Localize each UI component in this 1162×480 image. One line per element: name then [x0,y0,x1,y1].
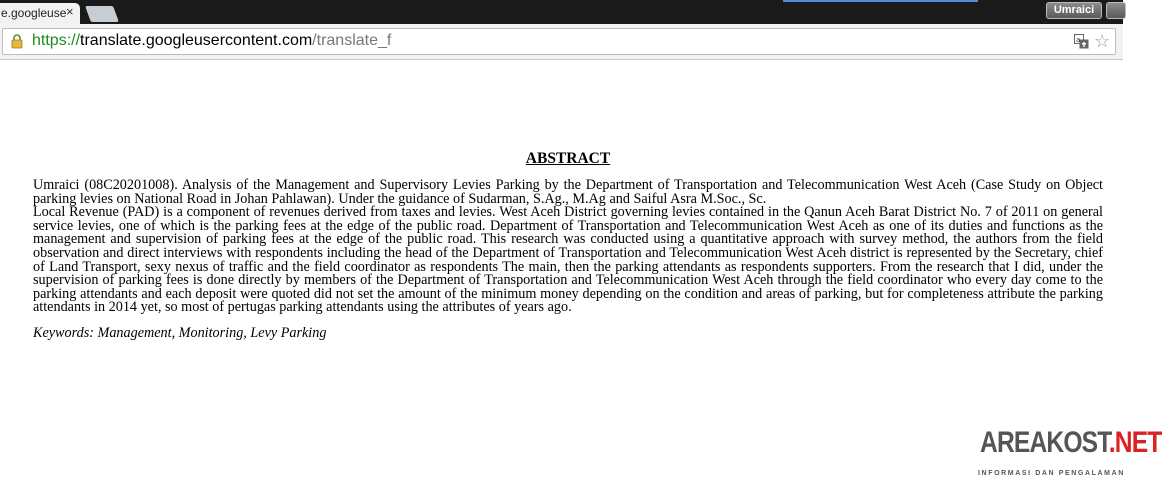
url-host: translate.googleusercontent.com [80,32,313,49]
abstract-heading: ABSTRACT [525,150,611,167]
abstract-citation: Umraici (08C20201008). Analysis of the Management and Supervisory Levies Parking by the Department of Transportation and Telecommunication West Aceh (Case Study on Object parking levies on National Road in Johan Pahlawan). Under the guidance of Sudarman, S.Ag., M.Ag and Saiful Asra M.Soc., Sc. [33,177,1103,207]
lock-icon[interactable] [11,34,23,48]
tab-title: e.googleuse [1,6,67,20]
browser-toolbar [0,24,1123,60]
address-bar[interactable] [2,28,1116,55]
watermark-brand-b: .NET [1108,426,1162,459]
document-content [33,150,1103,341]
url-path: /translate_f [312,32,392,49]
profile-button[interactable]: Umraici [1046,2,1102,19]
keywords-line: Keywords: Management, Monitoring, Levy Parking [33,324,327,341]
bookmark-star-icon[interactable]: ☆ [1094,31,1111,51]
browser-tab[interactable] [0,3,80,24]
translate-icon[interactable] [1074,34,1089,49]
url-text[interactable] [32,32,391,50]
url-scheme: https:// [32,32,81,49]
new-tab-button[interactable] [85,6,119,22]
watermark-brand [980,428,1162,458]
watermark-logo [972,426,1162,480]
tab-strip [0,0,1123,24]
minimize-window-button[interactable] [1106,2,1126,19]
svg-text:a: a [1076,36,1081,44]
loading-indicator [783,0,978,2]
abstract-body: Local Revenue (PAD) is a component of revenues derived from taxes and levies. West Aceh District governing levies contained in the Qanun Aceh Barat District No. 7 of 2011 on general service levies, one of which is the parking fees at the edge of the public road. Department of Transportation and Telecommunication West Aceh as one of its duties and functions as the management and supervision of parking fees at the edge of the public road. This research was conducted using a quantitative approach with survey method, the authors from the field observation and direct interviews with respondents including the head of the Department of Transportation and Telecommunication West Aceh district is represented by the Secretary, chief of Land Transport, sexy nexus of traffic and the field coordinator as respondents The main, then the parking attendants as respondents supporters. From the research that I did, under the supervision of parking fees is done directly by members of the Department of Transportation and Telecommunication West Aceh through the field coordinator who every day come to the parking attendants and each deposit were quoted did not set the amount of the minimum money depending on the condition and areas of parking, but for completeness attribute the parking attendants in 2014 yet, so most of pertugas parking attendants using the attributes of years ago. [33,204,1103,316]
watermark-tagline: INFORMASI DAN PENGALAMAN [978,470,1125,477]
watermark-brand-a: AREAKOST [980,426,1109,459]
tab-close-icon[interactable]: × [66,4,74,19]
